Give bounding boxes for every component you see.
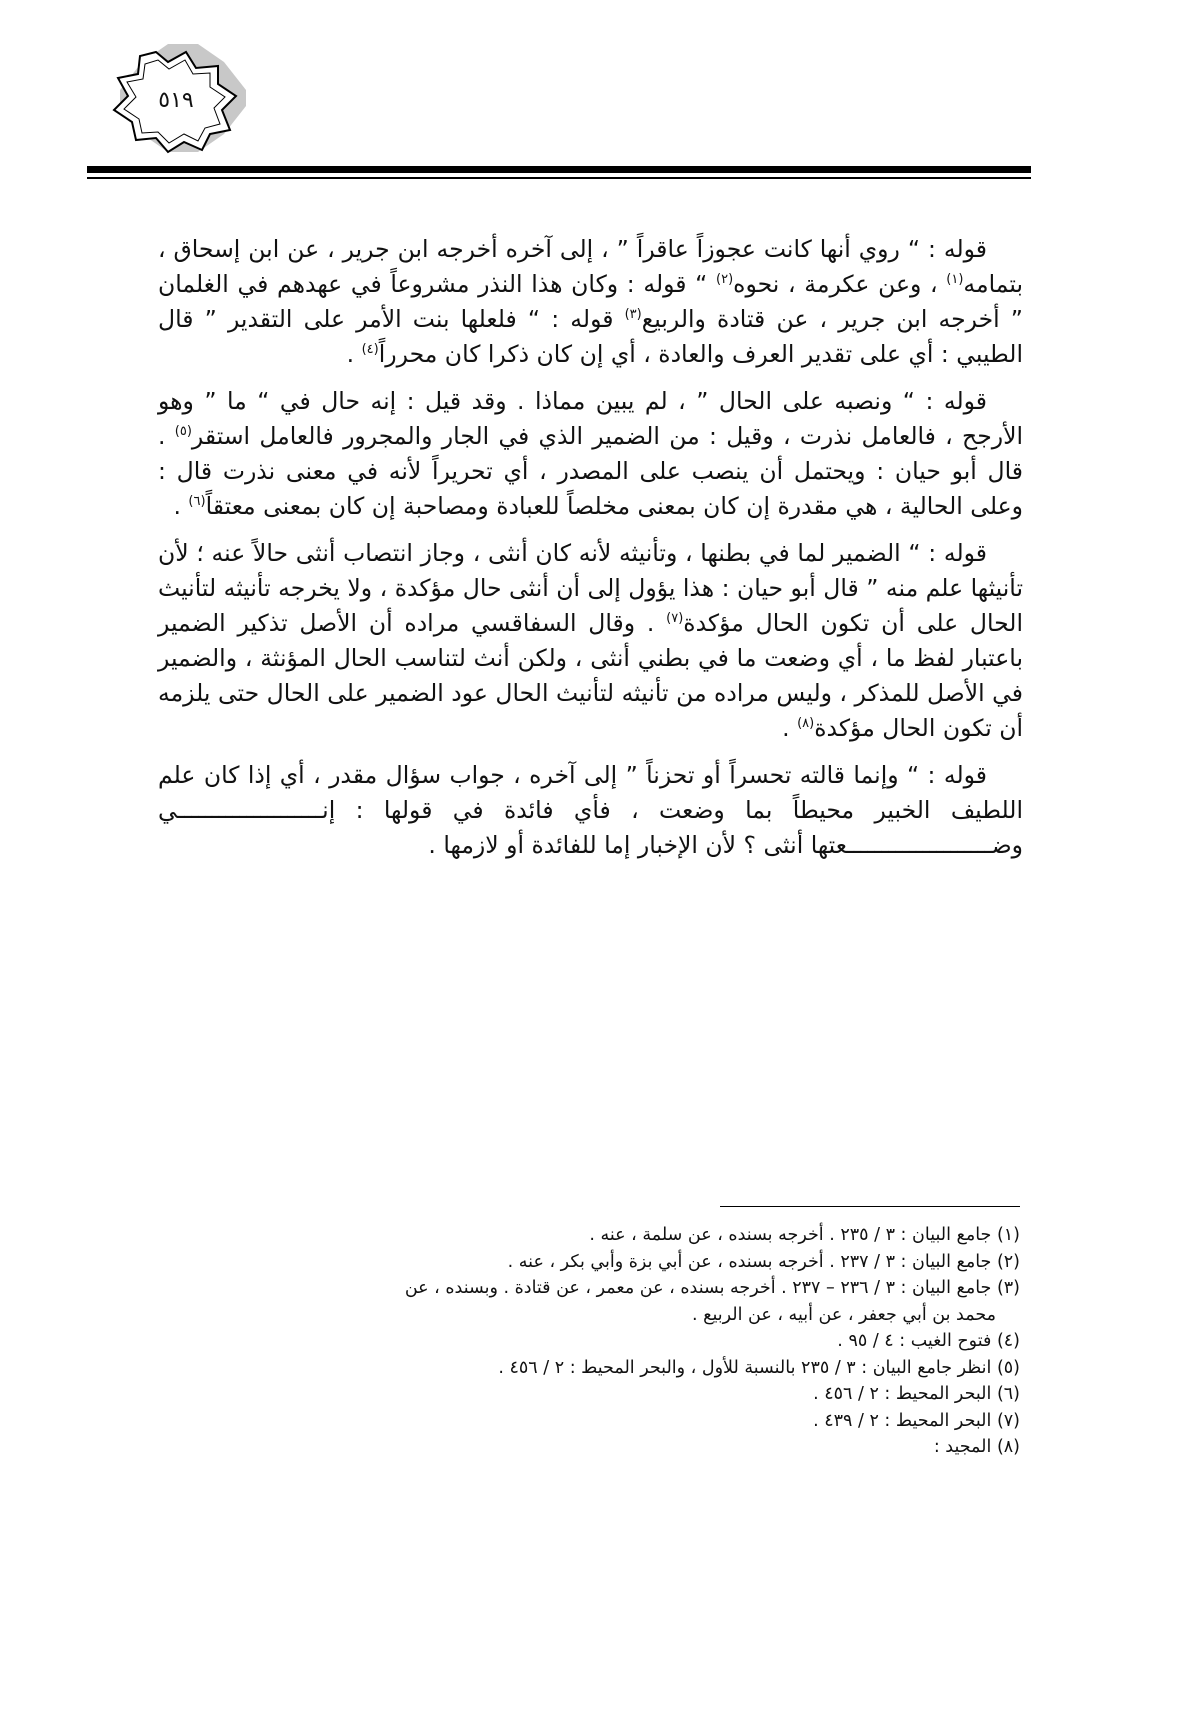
footnote-ref[interactable]: (٢) — [716, 272, 734, 288]
footnote-label: (٧) — [996, 1410, 1020, 1431]
footnote-text: جامع البيان : ٣ / ٢٣٦ – ٢٣٧ . أخرجه بسنده ، عن معمر ، عن قتادة . وبسنده ، عن — [404, 1278, 992, 1298]
footnote-label: (٦) — [996, 1384, 1020, 1404]
paragraph-text: قوله : “ ونصبه على الحال ” ، لم يبين مماذا . وقد قيل : إنه حال في “ ما ” وهو الأرجح ، فالعامل نذرت ، وقيل : من الضمير الذي في الجار والمجرور فالعامل استقر — [158, 387, 1023, 450]
footnote-continuation: محمد بن أبي جعفر ، عن أبيه ، عن الربيع . — [692, 1304, 996, 1325]
footnote-label: (٤) — [996, 1331, 1020, 1351]
main-text — [158, 232, 1023, 875]
paragraph-text: . — [782, 714, 798, 742]
paragraph — [158, 232, 1023, 372]
footnote-ref[interactable]: (٨) — [797, 716, 815, 732]
footnote-separator — [720, 1206, 1020, 1207]
footnote-text: انظر جامع البيان : ٣ / ٢٣٥ بالنسبة للأول ، والبحر المحيط : ٢ / ٤٥٦ . — [498, 1357, 992, 1378]
footnote-label: (٢) — [996, 1251, 1020, 1272]
footnote-label: (١) — [996, 1225, 1020, 1245]
header-rule-thin — [87, 177, 1031, 179]
footnote-ref[interactable]: (٧) — [666, 611, 684, 627]
footnote — [170, 1249, 1020, 1276]
footnote — [170, 1381, 1020, 1408]
paragraph-text: . وقال السفاقسي مراده أن الأصل تذكير الضمير باعتبار لفظ ما ، أي وضعت ما في بطني أنثى ، ولكن أنث لتناسب الحال المؤنثة ، والضمير في الأصل للمذكر ، وليس مراده من تأنيثه لتأنيث الحال عود الضمير على الحال حتى يلزمه أن تكون الحال مؤكدة — [158, 609, 1023, 742]
paragraph-text: قوله : “ وإنما قالته تحسراً أو تحزناً ” إلى آخره ، جواب سؤال مقدر ، أي إذا كان علم اللطيف الخبير محيطاً بما وضعت ، فأي فائدة في قولها : إنـــــــــــــــــــــي وضـــــــــــــــــــــعتها أنثى ؟ لأن الإخبار إما للفائدة أو لازمها . — [158, 761, 1023, 859]
paragraph-text: . — [173, 492, 189, 520]
footnote — [170, 1328, 1020, 1355]
footnote-text: البحر المحيط : ٢ / ٤٥٦ . — [813, 1384, 992, 1404]
footnote-ref[interactable]: (١) — [946, 272, 964, 288]
footnote-ref[interactable]: (٣) — [624, 307, 642, 323]
paragraph — [158, 384, 1023, 524]
footnote — [170, 1222, 1020, 1249]
paragraph-text: “ قوله : وكان هذا النذر مشروعاً في عهدهم في الغلمان ” أخرجه ابن جرير ، عن قتادة والربيع — [158, 270, 1023, 333]
footnote — [170, 1355, 1020, 1382]
footnotes — [170, 1222, 1020, 1461]
paragraph-text: . — [346, 340, 362, 368]
paragraph-text: . قال أبو حيان : ويحتمل أن ينصب على المصدر ، أي تحريراً لأنه في معنى نذرت قال : وعلى الحالية ، هي مقدرة إن كان بمعنى مخلصاً للعبادة ومصاحبة إن كان بمعنى معتقاً — [158, 422, 1023, 520]
footnote — [170, 1408, 1020, 1435]
paragraph-text: قوله : “ فلعلها بنت الأمر على التقدير ” قال الطيبي : أي على تقدير العرف والعادة ، أي إن كان ذكرا كان محرراً — [158, 305, 1023, 368]
footnote-ref[interactable]: (٤) — [361, 342, 379, 358]
footnote-ref[interactable]: (٥) — [174, 424, 192, 440]
header-rule-thick — [87, 166, 1031, 173]
paragraph-text: قوله : “ روي أنها كانت عجوزاً عاقراً ” ، إلى آخره أخرجه ابن جرير ، عن ابن إسحاق ، بتمامه — [158, 235, 1023, 298]
footnote-label: (٨) — [996, 1437, 1020, 1457]
footnote — [170, 1275, 1020, 1328]
footnote-label: (٥) — [996, 1357, 1020, 1378]
page-number-badge — [106, 44, 246, 156]
footnote — [170, 1434, 1020, 1461]
footnote-text: جامع البيان : ٣ / ٢٣٥ . أخرجه بسنده ، عن سلمة ، عنه . — [589, 1225, 992, 1245]
footnote-label: (٣) — [996, 1278, 1020, 1298]
footnote-text: فتوح الغيب : ٤ / ٩٥ . — [837, 1331, 992, 1351]
page-number: ٥١٩ — [158, 87, 194, 113]
paragraph-text: ، وعن عكرمة ، نحوه — [733, 270, 947, 298]
footnote-text: جامع البيان : ٣ / ٢٣٧ . أخرجه بسنده ، عن أبي بزة وأبي بكر ، عنه . — [507, 1251, 992, 1272]
footnote-ref[interactable]: (٦) — [188, 494, 206, 510]
paragraph — [158, 758, 1023, 863]
paragraph-text: قوله : “ الضمير لما في بطنها ، وتأنيثه لأنه كان أنثى ، وجاز انتصاب أنثى حالاً عنه ؛ لأن تأنيثها علم منه ” قال أبو حيان : هذا يؤول إلى أن أنثى حال مؤكدة ، ولا يخرجه تأنيثه لتأنيث الحال على أن تكون الحال مؤكدة — [158, 539, 1023, 637]
footnote-text: البحر المحيط : ٢ / ٤٣٩ . — [813, 1410, 992, 1431]
footnote-text: المجيد : — [933, 1437, 992, 1457]
paragraph — [158, 536, 1023, 746]
